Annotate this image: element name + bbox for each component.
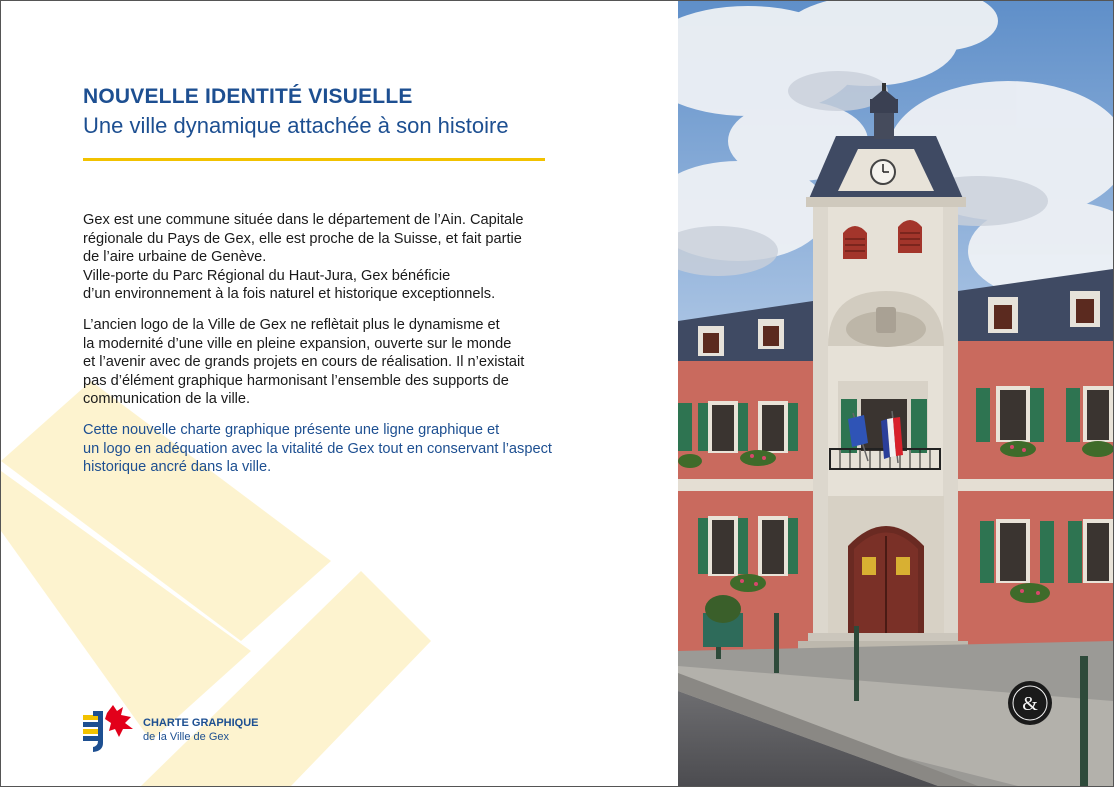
text-line: de l’aire urbaine de Genève. [83, 249, 267, 265]
text-line: Cette nouvelle charte graphique présente une ligne graphique et [83, 422, 500, 438]
text-line: historique ancré dans la ville. [83, 459, 272, 475]
text-line: pas d’élément graphique harmonisant l’ensemble des supports de [83, 372, 509, 389]
text-line: régionale du Pays de Gex, elle est proche de la Suisse, et fait partie [83, 230, 522, 247]
title-underline [83, 158, 545, 161]
town-hall-photo [678, 1, 1113, 786]
text-line: d’un environnement à la fois naturel et historique exceptionnels. [83, 286, 496, 302]
text-line: communication de la ville. [83, 391, 251, 407]
text-line: Gex est une commune située dans le département de l’Ain. Capitale [83, 212, 524, 228]
paragraph-intro [83, 211, 603, 304]
footer-title: CHARTE GRAPHIQUE [143, 717, 259, 729]
text-line: L’ancien logo de la Ville de Gex ne reflètait plus le dynamisme et [83, 317, 500, 333]
perlustre-design-watermark [1008, 681, 1052, 725]
text-line: et l’avenir avec de grands projets en cours de réalisation. Il n’existait [83, 354, 525, 370]
paragraph-old-logo [83, 316, 603, 409]
text-line: un logo en adéquation avec la vitalité de Gex tout en conservant l’aspect [83, 440, 552, 457]
text-line: la modernité d’une ville en pleine expansion, ouverte sur le monde [83, 335, 512, 352]
paragraph-new-charter [83, 421, 603, 477]
page-subtitle: Une ville dynamique attachée à son histoire [83, 113, 509, 138]
town-hall-illustration [678, 1, 1113, 786]
text-line: Ville-porte du Parc Régional du Haut-Jura, Gex bénéficie [83, 267, 451, 284]
page-title: NOUVELLE IDENTITÉ VISUELLE [83, 85, 413, 108]
text-panel [1, 1, 677, 786]
gex-logo-icon [81, 703, 141, 753]
footer-subtitle: de la Ville de Gex [143, 731, 230, 743]
svg-text:&: & [1022, 693, 1038, 715]
